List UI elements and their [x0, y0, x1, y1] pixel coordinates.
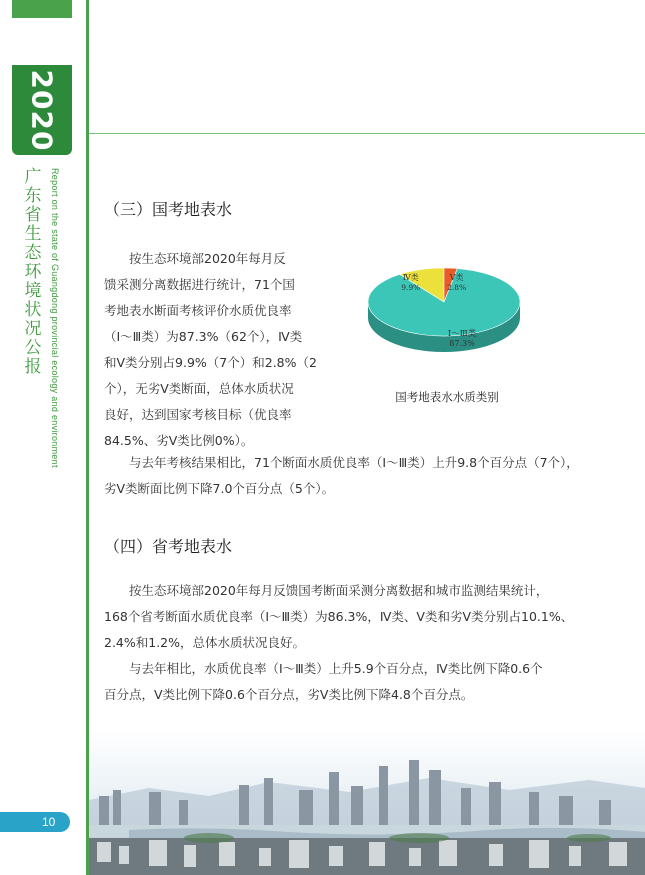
city-skyline-image — [89, 730, 645, 875]
text-line: 与去年相比，水质优良率（Ⅰ～Ⅲ类）上升5.9个百分点，Ⅳ类比例下降0.6个 — [129, 661, 543, 676]
text-line: 良好，达到国家考核目标（优良率 — [104, 407, 292, 422]
report-title-cn: 广东省生态环境状况公报 — [24, 167, 42, 377]
pie-label-category-1: Ⅳ类 — [402, 273, 419, 282]
text-line: 168个省考断面水质优良率（Ⅰ～Ⅲ类）为86.3%，Ⅳ类、Ⅴ类和劣Ⅴ类分别占10.1%、 — [104, 609, 574, 624]
text-line: 劣Ⅴ类断面比例下降7.0个百分点（5个）。 — [104, 481, 335, 496]
page-number-tab — [0, 812, 70, 832]
header-divider — [89, 133, 645, 134]
water-quality-pie-chart — [362, 262, 532, 372]
text-line: 馈采测分离数据进行统计，71个国 — [104, 277, 295, 292]
section-provincial-para1 — [104, 578, 574, 656]
text-line: 和Ⅴ类分别占9.9%（7个）和2.8%（2 — [104, 355, 317, 370]
text-line: 2.4%和1.2%，总体水质状况良好。 — [104, 635, 306, 650]
text-line: 与去年考核结果相比，71个断面水质优良率（Ⅰ～Ⅲ类）上升9.8个百分点（7个）， — [129, 455, 579, 470]
pie-label-value-2: 2.8% — [447, 283, 467, 292]
pie-label-category-2: Ⅴ类 — [449, 273, 464, 282]
section-national-para1 — [104, 246, 317, 454]
section-title-provincial: （四）省考地表水 — [104, 537, 233, 556]
year-tab — [12, 65, 72, 155]
text-line: 84.5%、劣Ⅴ类比例0%）。 — [104, 433, 254, 448]
text-line: 按生态环境部2020年每月反馈国考断面采测分离数据和城市监测结果统计， — [129, 583, 549, 598]
pie-label-value-0: 87.3% — [449, 339, 475, 348]
report-year: 2020 — [25, 69, 59, 151]
pie-label-value-1: 9.9% — [401, 283, 421, 292]
chart-caption: 国考地表水水质类别 — [395, 390, 499, 404]
section-national-para2 — [104, 450, 579, 502]
section-provincial-para2 — [104, 656, 554, 708]
sidebar-top-bar — [12, 0, 72, 18]
text-line: 按生态环境部2020年每月反 — [129, 251, 286, 266]
pie-top — [368, 268, 520, 336]
pie-label-category-0: Ⅰ～Ⅲ类 — [447, 329, 477, 339]
section-title-national: （三）国考地表水 — [104, 200, 233, 219]
text-line: 考地表水断面考核评价水质优良率 — [104, 303, 292, 318]
page-number: 10 — [42, 815, 56, 829]
text-line: 个），无劣Ⅴ类断面，总体水质状况 — [104, 381, 294, 396]
text-line: （Ⅰ～Ⅲ类）为87.3%（62个），Ⅳ类 — [104, 329, 303, 344]
report-title-en: Report on the state of Guangdong provincial ecology and environment — [50, 168, 60, 468]
text-line: 百分点，Ⅴ类比例下降0.6个百分点，劣Ⅴ类比例下降4.8个百分点。 — [104, 687, 474, 702]
